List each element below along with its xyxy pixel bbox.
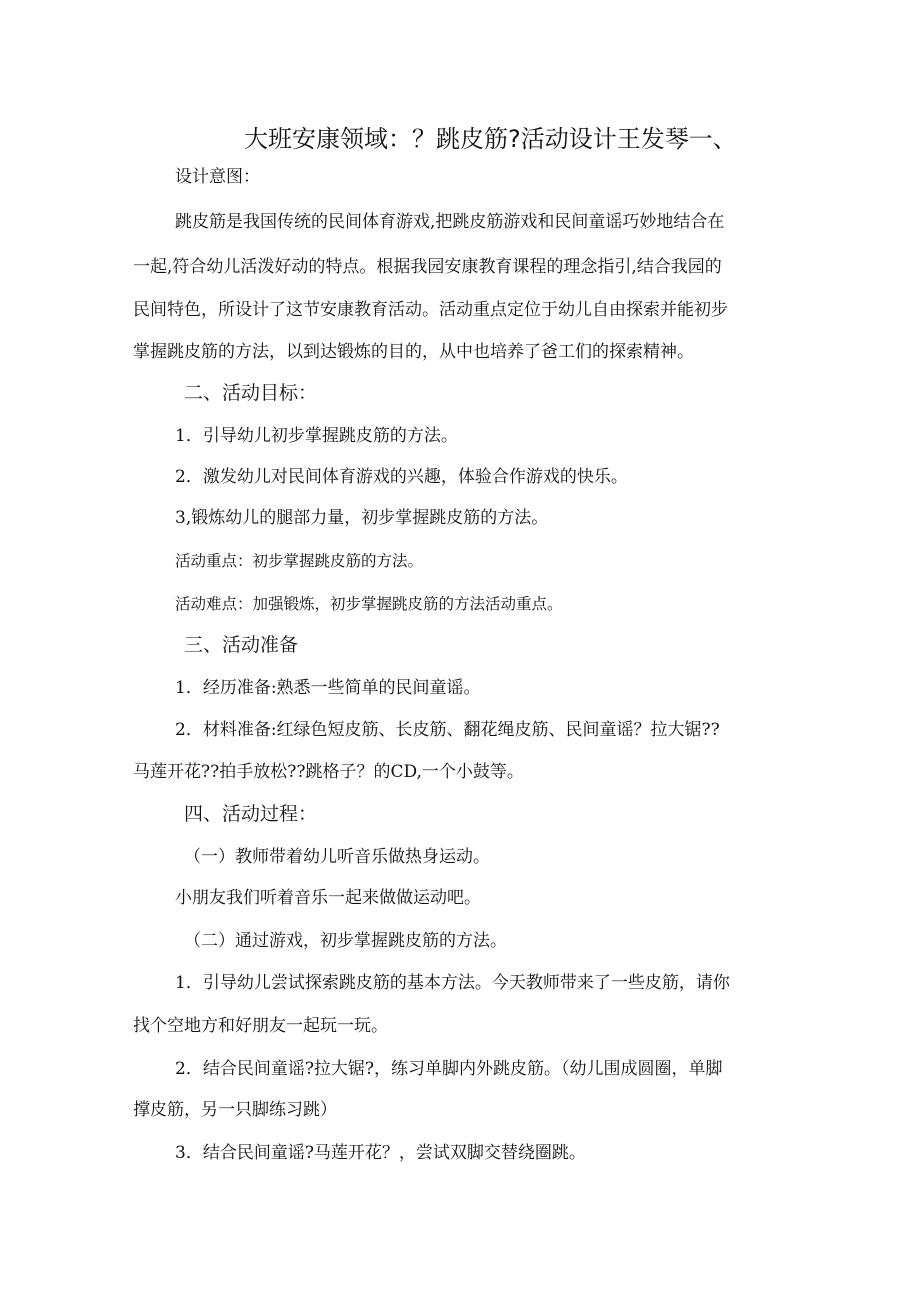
section-goals-heading: 二、活动目标： (184, 382, 318, 404)
list-item: 1．经历准备:熟悉一些简单的民间童谣。 (175, 678, 481, 698)
section-process-heading: 四、活动过程： (184, 803, 318, 825)
list-item: 3,锻炼幼儿的腿部力量，初步掌握跳皮筋的方法。 (175, 508, 549, 528)
paragraph-line: 小朋友我们听着音乐一起来做做运动吧。 (175, 888, 481, 908)
list-item: 2．材料准备:红绿色短皮筋、长皮筋、翻花绳皮筋、民间童谣？拉大锯?? (175, 720, 720, 740)
difficulty-line: 活动难点：加强锻炼，初步掌握跳皮筋的方法活动重点。 (175, 595, 563, 613)
section-design-intent-heading: 设计意图： (175, 167, 260, 187)
list-item: 1．引导幼儿尝试探索跳皮筋的基本方法。今天教师带来了一些皮筋，请你 (175, 973, 730, 993)
key-point-line: 活动重点：初步掌握跳皮筋的方法。 (175, 552, 424, 570)
list-item: 1．引导幼儿初步掌握跳皮筋的方法。 (175, 426, 458, 446)
paragraph-line: 掌握跳皮筋的方法，以到达锻炼的目的，从中也培养了爸工们的探索精神。 (133, 342, 694, 362)
paragraph-line: 撑皮筋，另一只脚练习跳） (133, 1100, 337, 1120)
subsection-heading: （二）通过游戏，初步掌握跳皮筋的方法。 (184, 931, 507, 951)
list-item: 2．激发幼儿对民间体育游戏的兴趣，体验合作游戏的快乐。 (175, 467, 628, 487)
paragraph-line: 民间特色，所设计了这节安康教育活动。活动重点定位于幼儿自由探索并能初步 (133, 300, 728, 320)
paragraph-line: 找个空地方和好朋友一起玩一玩。 (133, 1016, 388, 1036)
paragraph-line: 马莲开花??拍手放松??跳格子？的CD,一个小鼓等。 (133, 762, 524, 782)
subsection-heading: （一）教师带着幼儿听音乐做热身运动。 (184, 847, 490, 867)
document-title: 大班安康领域：？跳皮筋?活动设计王发琴一、 (244, 125, 737, 153)
section-preparation-heading: 三、活动准备 (184, 634, 299, 656)
paragraph-line: 跳皮筋是我国传统的民间体育游戏,把跳皮筋游戏和民间童谣巧妙地结合在 (175, 212, 725, 232)
list-item: 2．结合民间童谣?拉大锯?，练习单脚内外跳皮筋。（幼儿围成圆圈，单脚 (175, 1059, 723, 1079)
list-item: 3．结合民间童谣?马莲开花？，尝试双脚交替绕圈跳。 (175, 1143, 586, 1163)
paragraph-line: 一起,符合幼儿活泼好动的特点。根据我园安康教育课程的理念指引,结合我园的 (133, 257, 722, 277)
